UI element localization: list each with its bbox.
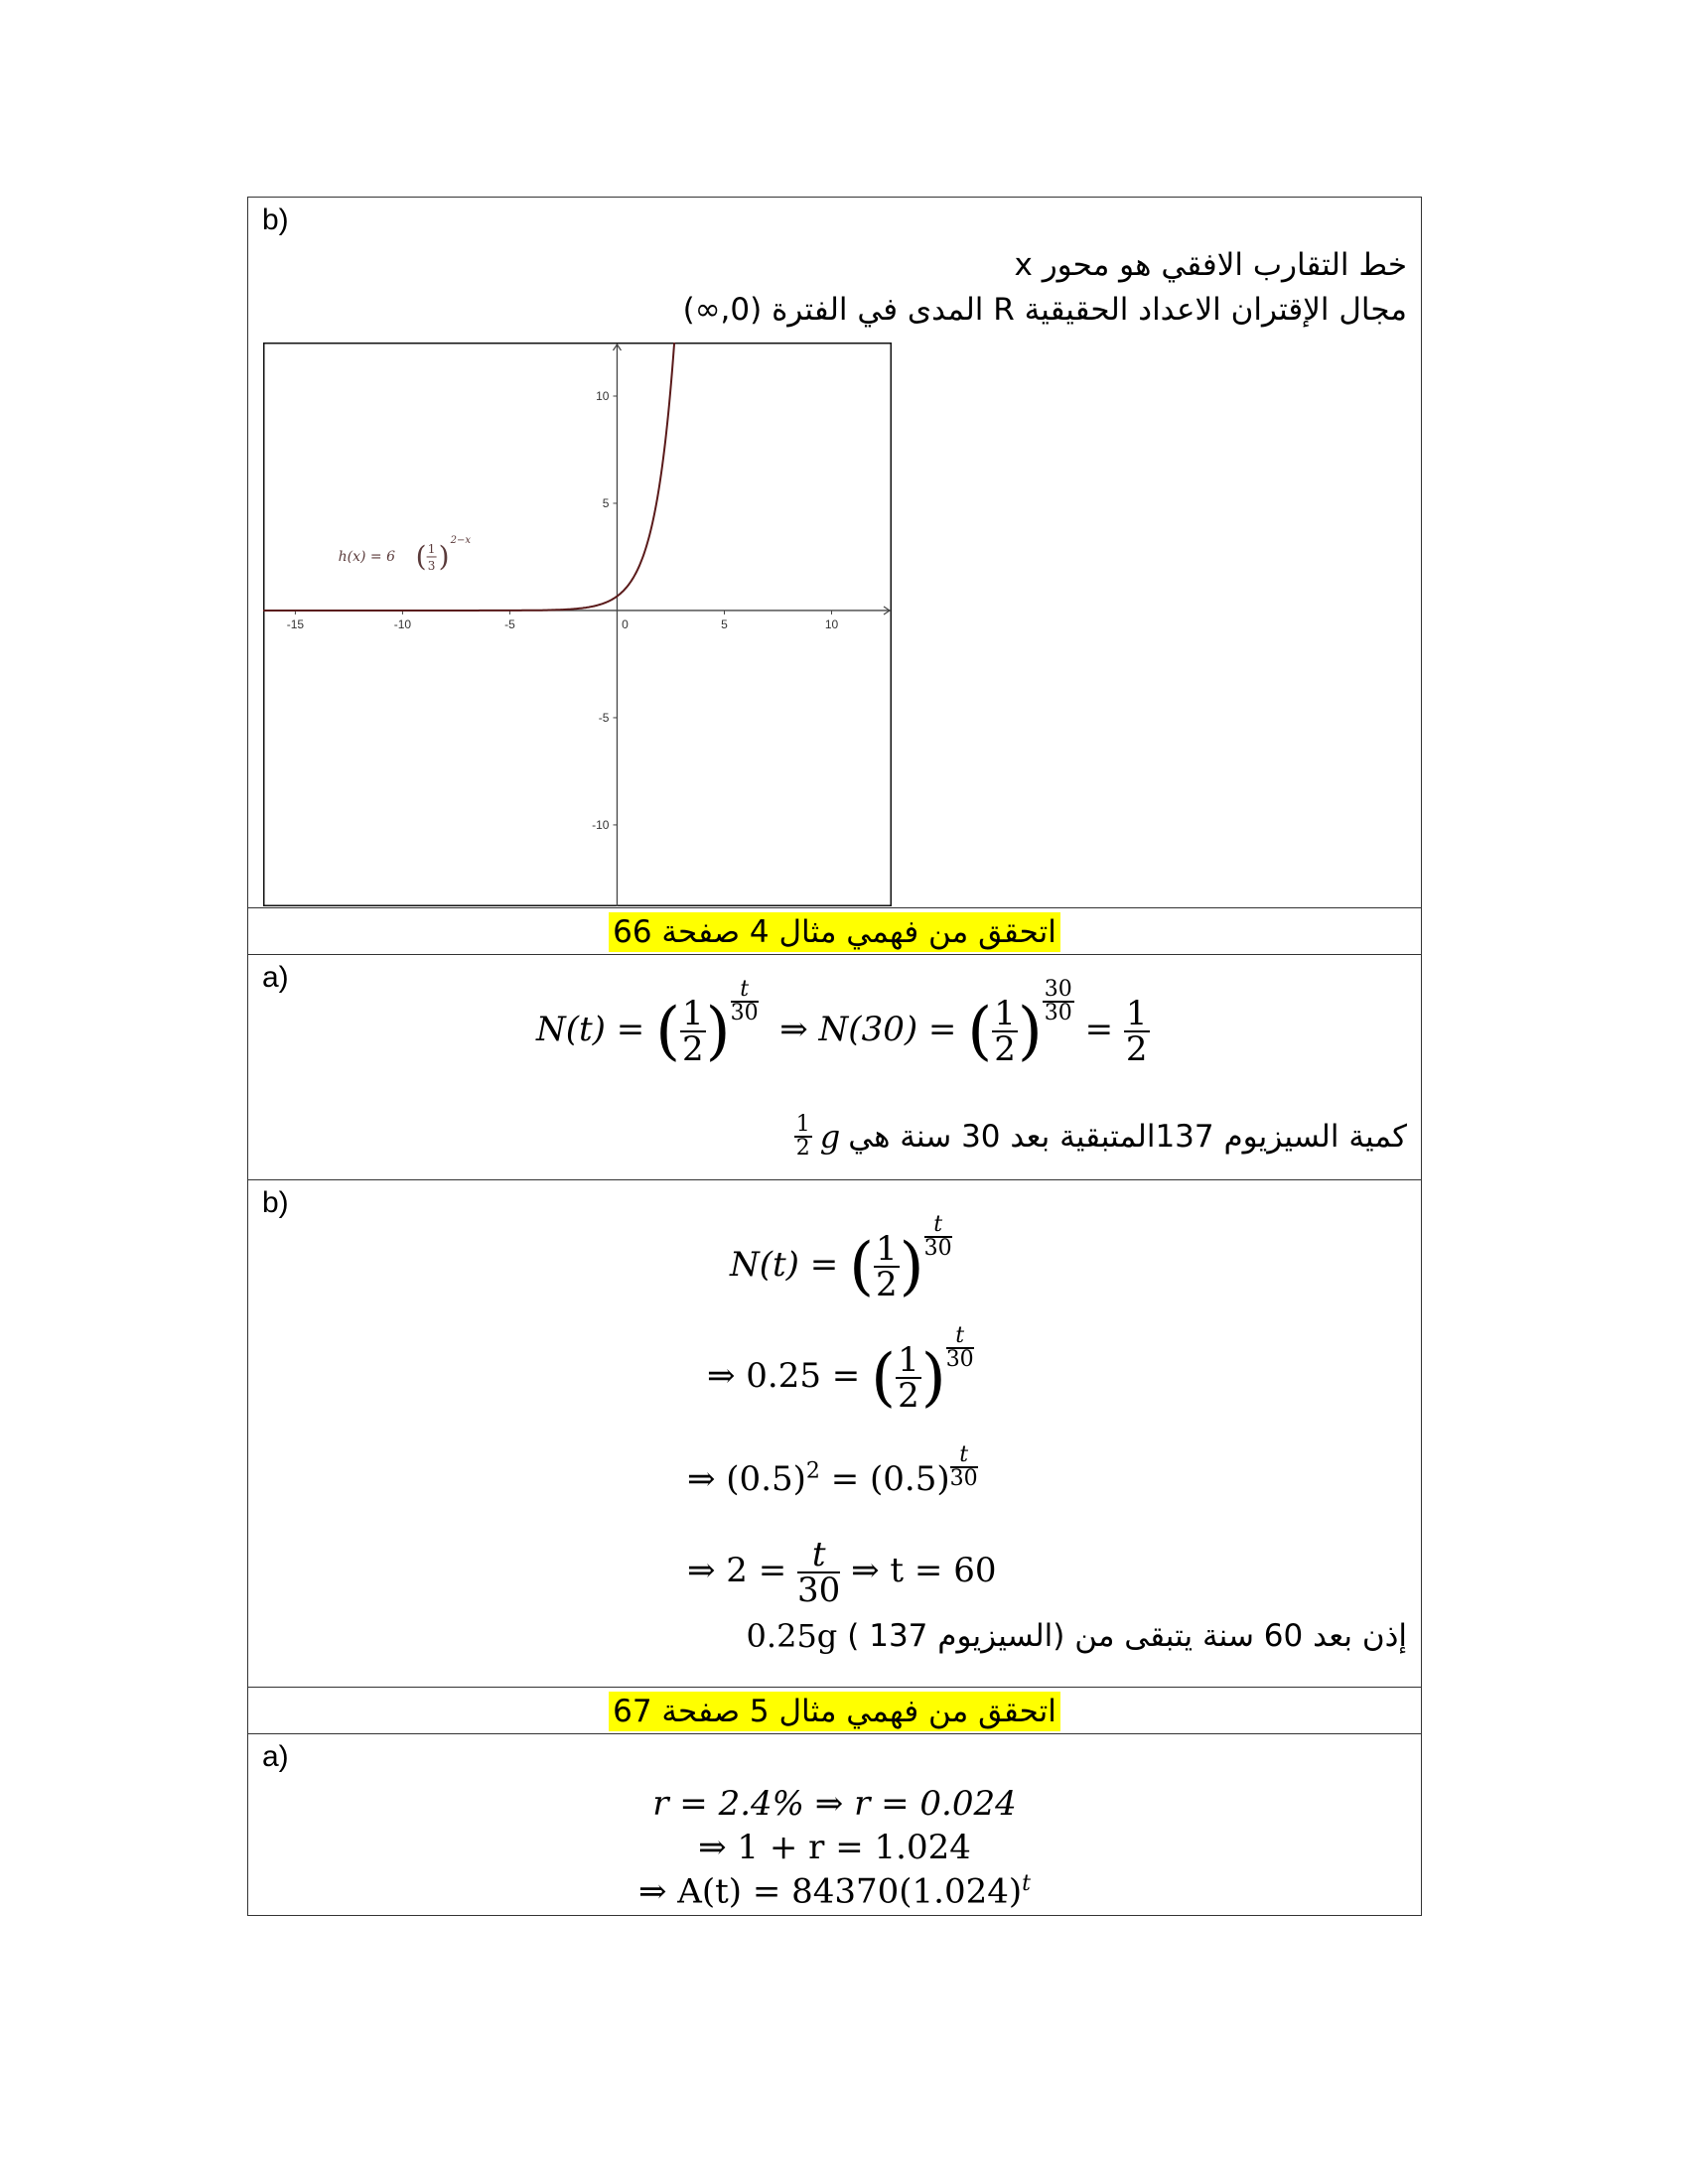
label-paren-right: ) — [438, 539, 450, 573]
y-tick-label: -5 — [598, 710, 610, 725]
x-tick-label: 10 — [824, 616, 839, 631]
equation-line-3 — [687, 1442, 978, 1504]
section-heading: اتحقق من فهمي مثال 4 صفحة 66 — [609, 912, 1060, 952]
eq-text: ⇒ 1 + r = 1.024 — [698, 1828, 971, 1867]
fraction — [896, 1340, 921, 1416]
section-heading: اتحقق من فهمي مثال 5 صفحة 67 — [609, 1692, 1060, 1731]
exponent — [924, 1214, 952, 1260]
exp-num: t — [740, 977, 750, 1002]
part-label: a) — [262, 1740, 289, 1773]
exponent: 2 — [805, 1458, 820, 1484]
fraction — [874, 1229, 900, 1304]
equation-line-2 — [248, 1828, 1421, 1867]
paren: ) — [1017, 995, 1043, 1068]
fraction — [797, 1535, 841, 1610]
den: 2 — [994, 1029, 1016, 1069]
num: 1 — [795, 1112, 810, 1137]
label-den: 3 — [427, 558, 436, 573]
paren: ( — [849, 1230, 875, 1303]
eq-mid: ⇒ N(30) = — [779, 1010, 957, 1049]
x-tick-label: -5 — [504, 616, 515, 631]
exp-den: 30 — [1044, 1001, 1072, 1025]
eq-lhs: ⇒ (0.5) — [687, 1459, 806, 1499]
eq-lhs: ⇒ 0.25 = — [707, 1356, 861, 1396]
equation-line-4 — [687, 1535, 997, 1610]
num: 1 — [898, 1340, 919, 1380]
eq-text: r = 2.4% ⇒ r = 0.024 — [652, 1784, 1017, 1824]
exponent — [946, 1325, 974, 1371]
row-b-solve — [248, 1179, 1421, 1688]
unit-g: g — [819, 1118, 841, 1156]
exp-den: 30 — [923, 1236, 952, 1261]
fraction — [992, 994, 1018, 1069]
y-tick-label: 10 — [596, 388, 610, 403]
num: 1 — [994, 994, 1016, 1033]
den: 2 — [898, 1376, 919, 1416]
exponent: t — [1022, 1871, 1031, 1896]
equation-n30 — [536, 977, 1150, 1069]
label-exponent: 2−x — [450, 534, 472, 546]
exp-den: 30 — [945, 1347, 974, 1372]
num: 1 — [876, 1229, 898, 1269]
exp-den: 30 — [730, 1001, 759, 1025]
conclusion-text: كمية السيزيوم 137المتبقية بعد 30 سنة هي — [848, 1119, 1407, 1155]
exponent — [1043, 979, 1074, 1024]
eq-rhs: ⇒ t = 60 — [851, 1551, 997, 1590]
num: t — [811, 1535, 826, 1574]
part-label: b) — [262, 204, 289, 236]
num: 1 — [682, 994, 704, 1033]
num: 1 — [1125, 994, 1148, 1033]
label-num: 1 — [427, 541, 436, 556]
exp-num: t — [933, 1212, 943, 1237]
paren: ) — [705, 995, 731, 1068]
conclusion-line — [747, 1617, 1407, 1655]
result-fraction — [1124, 994, 1150, 1069]
exponent — [950, 1444, 978, 1490]
eq-lhs: N(t) = — [730, 1245, 839, 1285]
x-tick-label: -10 — [393, 616, 412, 631]
den: 2 — [876, 1265, 898, 1304]
exp-num: 30 — [1044, 977, 1072, 1002]
y-tick-label: 5 — [602, 495, 610, 510]
row-a-growth — [248, 1733, 1421, 1918]
conclusion-fraction — [794, 1114, 812, 1160]
eq-text: ⇒ A(t) = 84370(1.024) — [637, 1871, 1023, 1912]
function-graph — [263, 342, 892, 906]
exp-num: t — [959, 1442, 969, 1467]
part-label: a) — [262, 961, 289, 994]
equation-line-1 — [730, 1212, 952, 1304]
exp-den: 30 — [949, 1466, 978, 1491]
x-tick-label: 5 — [721, 616, 728, 631]
row-header-66 — [248, 907, 1421, 955]
fraction — [680, 994, 706, 1069]
den: 2 — [682, 1029, 704, 1069]
paren: ( — [967, 995, 993, 1068]
den: 2 — [795, 1136, 810, 1160]
domain-range-text: مجال الإقتران الاعداد الحقيقية R المدى في الفترة (0,∞) — [682, 292, 1407, 328]
equation-line-2 — [707, 1323, 974, 1416]
equals: = — [1084, 1010, 1114, 1049]
paren: ) — [920, 1341, 946, 1415]
paren: ( — [871, 1341, 897, 1415]
paren: ) — [899, 1230, 924, 1303]
label-lhs: h(x) = 6 — [338, 548, 395, 565]
row-a-halflife — [248, 954, 1421, 1180]
exp-num: t — [955, 1323, 965, 1348]
paren: ( — [655, 995, 681, 1068]
equation-line-1 — [248, 1784, 1421, 1824]
x-tick-label: -15 — [286, 616, 305, 631]
eq-lhs: N(t) = — [536, 1010, 645, 1049]
conclusion-line — [794, 1114, 1407, 1160]
eq-lhs: ⇒ 2 = — [687, 1551, 787, 1590]
label-paren-left: ( — [415, 539, 427, 573]
graph-frame — [264, 343, 892, 906]
x-tick-label: 0 — [622, 616, 629, 631]
graph-svg — [263, 342, 892, 906]
part-label: b) — [262, 1186, 289, 1219]
equation-line-3 — [248, 1871, 1421, 1911]
den: 30 — [797, 1570, 841, 1610]
y-tick-label: -10 — [592, 817, 610, 832]
exponent — [731, 979, 759, 1024]
row-header-67 — [248, 1687, 1421, 1734]
conclusion-text: إذن بعد 60 سنة يتبقى من (السيزيوم 137 ) — [847, 1618, 1407, 1654]
eq-mid: = (0.5) — [819, 1459, 950, 1499]
asymptote-text: خط التقارب الافقي هو محور x — [1014, 247, 1407, 283]
den: 2 — [1125, 1029, 1148, 1069]
conclusion-value: 0.25g — [746, 1617, 838, 1655]
